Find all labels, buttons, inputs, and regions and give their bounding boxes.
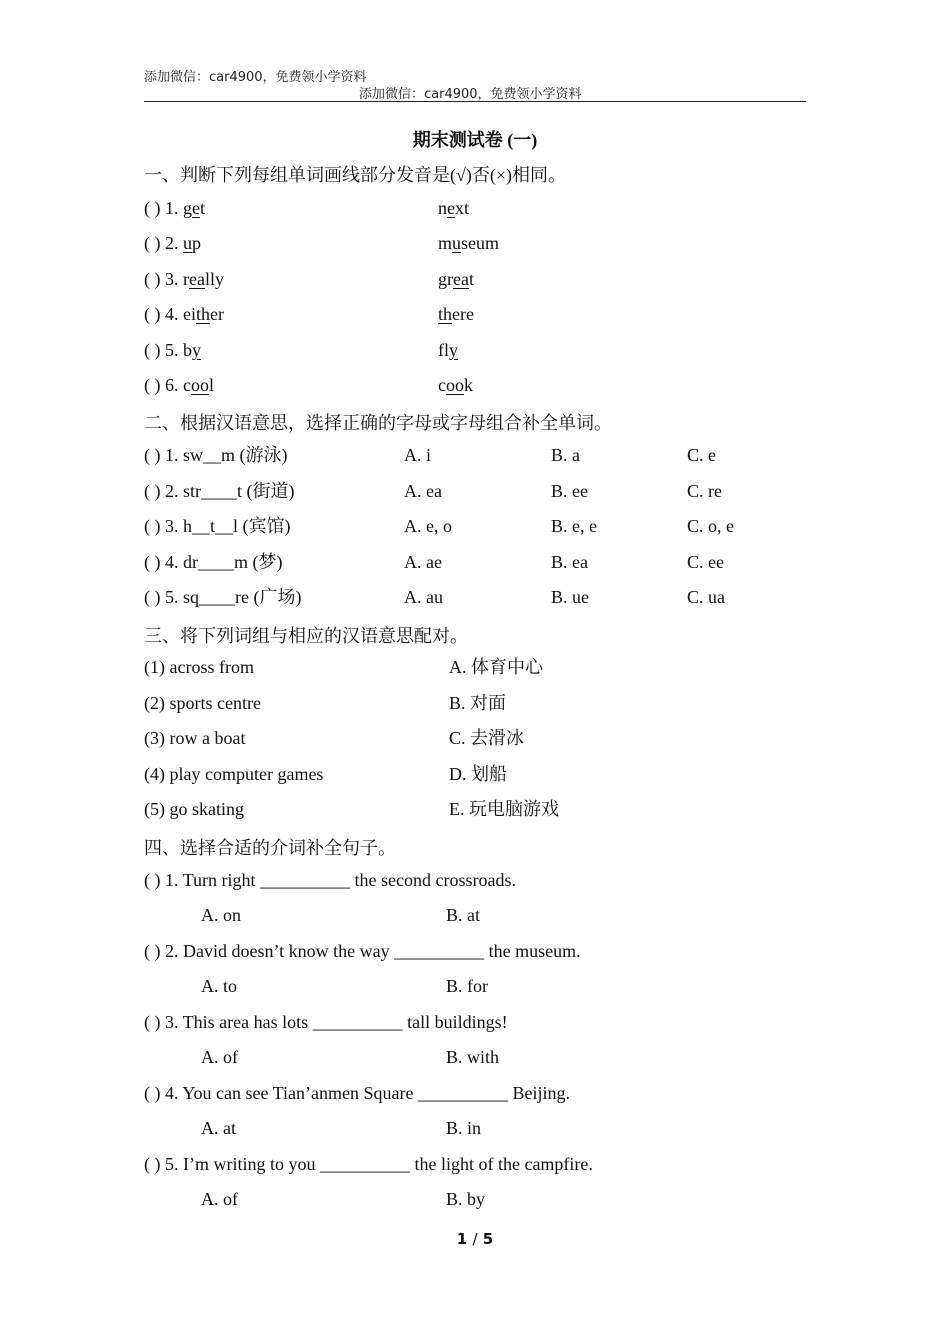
second-word	[438, 375, 473, 395]
section2-question: ( ) 5. sq____re (广场)	[144, 587, 302, 607]
section1-compare	[438, 268, 474, 290]
section2-question: ( ) 4. dr____m (梦)	[144, 552, 283, 572]
second-word-pre: m	[438, 233, 453, 253]
second-word	[438, 340, 458, 360]
phrase-english: (4) play computer games	[144, 764, 324, 784]
option-b: B. ue	[551, 587, 589, 607]
section1-item	[144, 303, 224, 325]
first-word-post: p	[192, 233, 201, 253]
first-word-underlined: y	[192, 340, 201, 360]
first-word-underlined: th	[196, 304, 211, 324]
second-word	[438, 233, 499, 253]
second-word-underlined: y	[449, 340, 458, 360]
second-word-pre: n	[438, 198, 447, 218]
section2-heading: 二、根据汉语意思，选择正确的字母或字母组合补全单词。	[144, 413, 612, 433]
second-word-underlined: e	[447, 198, 455, 218]
header-rule	[144, 101, 806, 102]
first-word-pre: b	[183, 340, 192, 360]
option-a: A. au	[404, 587, 443, 607]
first-word	[183, 269, 224, 289]
page-title: 期末测试卷 (一)	[412, 130, 538, 150]
second-word-pre: fl	[438, 340, 449, 360]
first-word-pre: ei	[183, 304, 196, 324]
section3-heading: 三、将下列词组与相应的汉语意思配对。	[144, 626, 468, 646]
first-word	[183, 233, 201, 253]
phrase-english: (2) sports centre	[144, 693, 261, 713]
second-word-post: seum	[461, 233, 500, 253]
phrase-english: (5) go skating	[144, 799, 244, 819]
second-word-underlined: oo	[446, 375, 464, 395]
item-number: ( ) 4.	[144, 304, 183, 324]
second-word-pre: gr	[438, 269, 453, 289]
second-word-underlined: u	[452, 233, 462, 253]
item-number: ( ) 3.	[144, 269, 183, 289]
first-word-post: l	[209, 375, 215, 395]
section1-compare	[438, 303, 474, 325]
first-word-underlined: oo	[191, 375, 209, 395]
page-current: 1	[456, 1230, 468, 1248]
phrase-english: (1) across from	[144, 657, 254, 677]
section1-compare	[438, 374, 473, 396]
section1-item	[144, 268, 224, 290]
option-b: B. with	[446, 1047, 500, 1067]
section1-item	[144, 374, 214, 396]
section2-question: ( ) 1. sw__m (游泳)	[144, 445, 288, 465]
second-word-post: xt	[455, 198, 470, 218]
second-word	[438, 198, 469, 218]
option-b: B. by	[446, 1189, 486, 1209]
phrase-english: (3) row a boat	[144, 728, 246, 748]
first-word-underlined: u	[183, 233, 192, 253]
first-word-post: er	[210, 304, 224, 324]
first-word-pre: g	[183, 198, 192, 218]
section4-question: ( ) 4. You can see Tian’anmen Square __________ Beijing.	[144, 1083, 570, 1103]
second-word-post: ere	[452, 304, 474, 324]
header-watermark-1: 添加微信：car4900，免费领小学资料	[144, 70, 367, 85]
page-separator: /	[472, 1230, 478, 1248]
section1-compare	[438, 232, 499, 254]
section1-item	[144, 339, 201, 361]
option-b: B. at	[446, 905, 480, 925]
phrase-chinese: B. 对面	[449, 693, 507, 713]
first-word	[183, 304, 224, 324]
first-word-pre: r	[183, 269, 189, 289]
option-b: B. e, e	[551, 516, 597, 536]
option-b: B. in	[446, 1118, 482, 1138]
option-c: C. o, e	[687, 516, 734, 536]
section1-item	[144, 197, 205, 219]
section1-compare	[438, 197, 469, 219]
section1-heading: 一、判断下列每组单词画线部分发音是(√)否(×)相同。	[144, 165, 567, 185]
option-b: B. a	[551, 445, 580, 465]
option-a: A. i	[404, 445, 431, 465]
section1-item	[144, 232, 201, 254]
option-a: A. ae	[404, 552, 442, 572]
option-a: A. at	[201, 1118, 236, 1138]
section1-compare	[438, 339, 458, 361]
header-watermark-2: 添加微信：car4900，免费领小学资料	[359, 87, 582, 102]
option-b: B. ee	[551, 481, 588, 501]
option-a: A. on	[201, 905, 241, 925]
first-word	[183, 375, 214, 395]
section4-question: ( ) 1. Turn right __________ the second crossroads.	[144, 870, 516, 890]
first-word-underlined: e	[192, 198, 200, 218]
first-word-pre: c	[183, 375, 191, 395]
option-c: C. ua	[687, 587, 725, 607]
first-word	[183, 340, 201, 360]
item-number: ( ) 2.	[144, 233, 183, 253]
option-a: A. to	[201, 976, 237, 996]
item-number: ( ) 5.	[144, 340, 183, 360]
page-total: 5	[482, 1230, 494, 1248]
second-word	[438, 269, 474, 289]
section4-heading: 四、选择合适的介词补全句子。	[144, 838, 396, 858]
second-word-pre: c	[438, 375, 446, 395]
item-number: ( ) 1.	[144, 198, 183, 218]
option-c: C. re	[687, 481, 722, 501]
option-b: B. for	[446, 976, 488, 996]
second-word	[438, 304, 474, 324]
phrase-chinese: C. 去滑冰	[449, 728, 525, 748]
second-word-post: k	[464, 375, 473, 395]
option-a: A. of	[201, 1047, 238, 1067]
option-a: A. ea	[404, 481, 442, 501]
option-c: C. ee	[687, 552, 724, 572]
first-word-underlined: ea	[189, 269, 205, 289]
option-a: A. of	[201, 1189, 238, 1209]
section4-question: ( ) 2. David doesn’t know the way __________ the museum.	[144, 941, 581, 961]
option-b: B. ea	[551, 552, 588, 572]
second-word-post: t	[468, 269, 474, 289]
section4-question: ( ) 5. I’m writing to you __________ the light of the campfire.	[144, 1154, 593, 1174]
section2-question: ( ) 3. h__t__l (宾馆)	[144, 516, 291, 536]
first-word	[183, 198, 205, 218]
option-c: C. e	[687, 445, 716, 465]
section4-question: ( ) 3. This area has lots __________ tall buildings!	[144, 1012, 508, 1032]
second-word-underlined: ea	[453, 269, 469, 289]
page-number	[0, 1230, 950, 1248]
second-word-underlined: th	[438, 304, 453, 324]
phrase-chinese: D. 划船	[449, 764, 507, 784]
section2-question: ( ) 2. str____t (街道)	[144, 481, 295, 501]
phrase-chinese: E. 玩电脑游戏	[449, 799, 559, 819]
first-word-post: lly	[204, 269, 224, 289]
phrase-chinese: A. 体育中心	[449, 657, 543, 677]
item-number: ( ) 6.	[144, 375, 183, 395]
option-a: A. e, o	[404, 516, 452, 536]
first-word-post: t	[200, 198, 206, 218]
